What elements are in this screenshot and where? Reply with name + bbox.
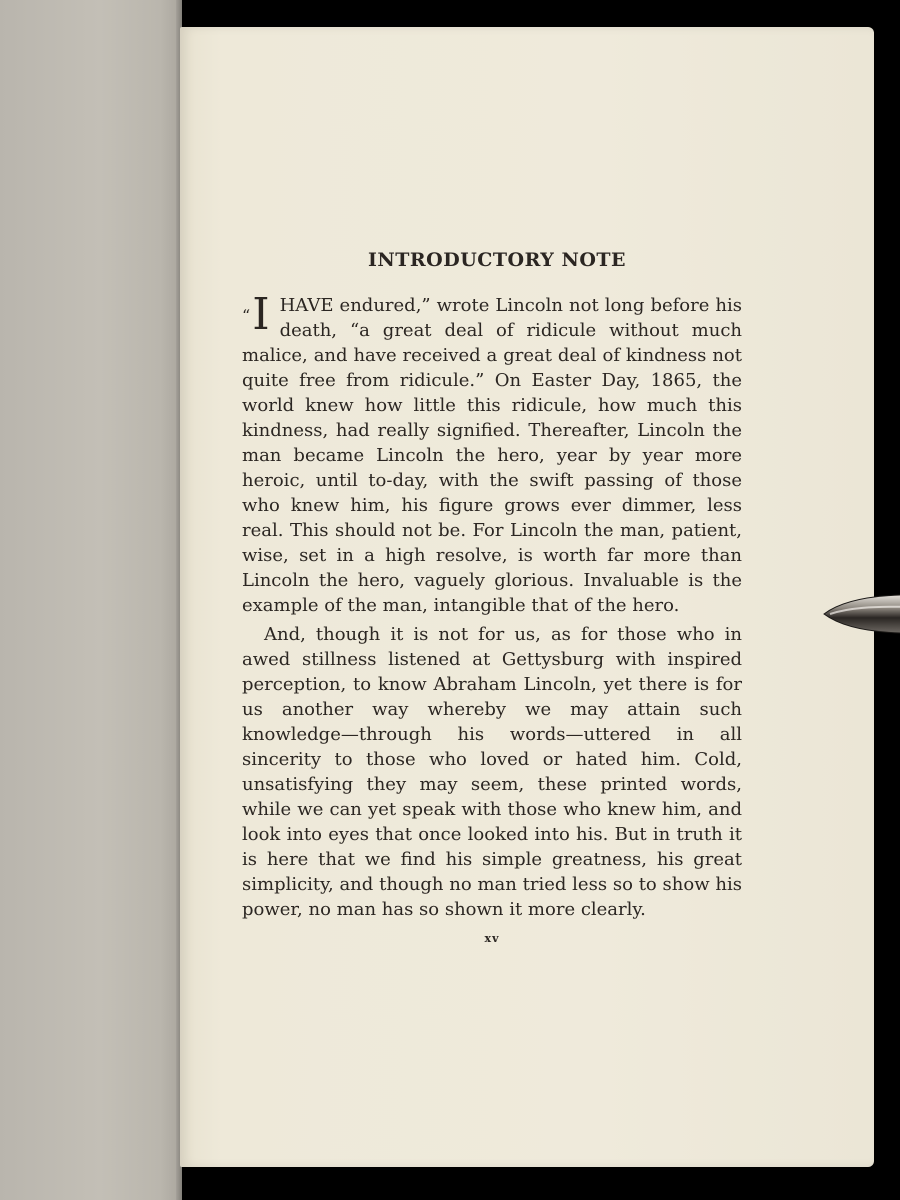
page-title: INTRODUCTORY NOTE	[367, 249, 626, 271]
book-page	[180, 27, 874, 1167]
open-quote: “	[242, 306, 251, 325]
drop-cap-letter: I	[252, 289, 270, 340]
paragraph-1	[242, 289, 742, 618]
paragraph-1-text: HAVE endured,” wrote Lincoln not long before his death, “a great deal of ridicule without much malice, and have received a great deal of kindness not quite free from ridicule.” On Easter Day, 1865, the world knew how little this ridicule, how much this kindness, had really signified. Thereafter, Lincoln the man became Lincoln the hero, year by year more heroic, until to-day, with the swift passing of those who knew him, his figure grows ever dimmer, less real. This should not be. For Lincoln the man, patient, wise, set in a high resolve, is worth far more than Lincoln the hero, vaguely glorious. Invaluable is the example of the man, intangible that of the hero.	[242, 295, 742, 616]
metal-clip-icon	[822, 592, 900, 636]
drop-cap	[242, 289, 270, 340]
paragraph-2: And, though it is not for us, as for those who in awed stillness listened at Gettysburg with inspired perception, to know Abraham Lincoln, yet there is for us another way whereby we may attain such knowledge—through his words—uttered in all sincerity to those who loved or hated him. Cold, unsatisfying they may seem, these printed words, while we can yet speak with those who knew him, and look into eyes that once looked into his. But in truth it is here that we find his simple greatness, his great simplicity, and though no man tried less so to show his power, no man has so shown it more clearly.	[242, 624, 742, 920]
page-content	[242, 249, 742, 945]
page-number: xv	[484, 932, 500, 945]
facing-page	[0, 0, 182, 1200]
